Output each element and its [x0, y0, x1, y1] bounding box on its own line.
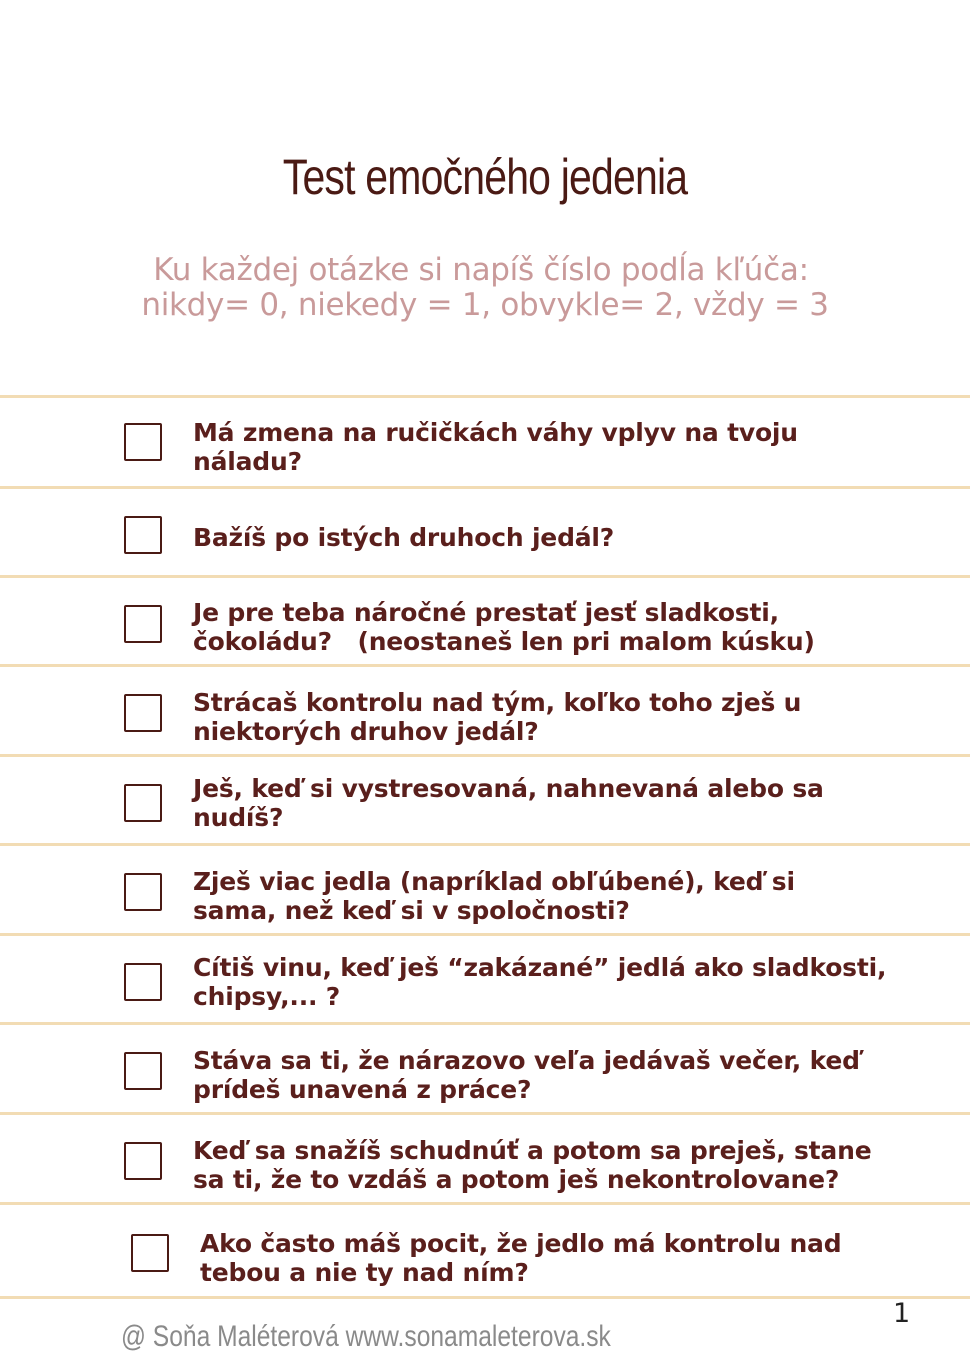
question-5-line-2: nudíš? — [193, 803, 284, 832]
question-1-line-1: Má zmena na ručičkách váhy vplyv na tvoju — [193, 418, 798, 447]
question-7-line-1: Cítiš vinu, keď ješ “zakázané” jedlá ako sladkosti, — [193, 953, 887, 982]
question-2-line-1: Bažíš po istých druhoch jedál? — [193, 523, 615, 552]
question-4-line-1: Strácaš kontrolu nad tým, koľko toho zješ u — [193, 688, 802, 717]
question-1-line-2: náladu? — [193, 447, 302, 476]
divider — [0, 575, 970, 578]
divider — [0, 664, 970, 667]
question-9-line-2: sa ti, že to vzdáš a potom ješ nekontrolovane? — [193, 1165, 840, 1194]
question-checkbox-10[interactable] — [131, 1234, 169, 1272]
answer-key-line-1: Ku každej otázke si napíš číslo podĺa kľúča: — [153, 252, 809, 288]
question-7-line-2: chipsy,... ? — [193, 982, 341, 1011]
divider — [0, 486, 970, 489]
question-checkbox-9[interactable] — [124, 1142, 162, 1180]
divider — [0, 1296, 970, 1299]
question-6-line-2: sama, než keď si v spoločnosti? — [193, 896, 630, 925]
question-5-line-1: Ješ, keď si vystresovaná, nahnevaná alebo sa — [193, 774, 824, 803]
question-checkbox-6[interactable] — [124, 873, 162, 911]
divider — [0, 933, 970, 936]
answer-key-line-2: nikdy= 0, niekedy = 1, obvykle= 2, vždy = 3 — [141, 287, 829, 323]
divider — [0, 1202, 970, 1205]
divider — [0, 395, 970, 398]
question-10-text — [200, 1229, 841, 1287]
question-6-line-1: Zješ viac jedla (napríklad obľúbené), keď si — [193, 867, 795, 896]
question-checkbox-2[interactable] — [124, 516, 162, 554]
question-3-line-1: Je pre teba náročné prestať jesť sladkosti, — [193, 598, 779, 627]
question-7-text — [193, 953, 886, 1011]
question-2-text — [193, 523, 614, 552]
question-checkbox-7[interactable] — [124, 963, 162, 1001]
question-8-line-2: prídeš unavená z práce? — [193, 1075, 532, 1104]
question-10-line-2: tebou a nie ty nad ním? — [200, 1258, 529, 1287]
page-number: 1 — [893, 1298, 911, 1329]
question-4-line-2: niektorých druhov jedál? — [193, 717, 539, 746]
question-checkbox-1[interactable] — [124, 423, 162, 461]
question-3-text — [193, 598, 815, 656]
question-checkbox-5[interactable] — [124, 784, 162, 822]
divider — [0, 843, 970, 846]
question-4-text — [193, 688, 801, 746]
question-5-text — [193, 774, 824, 832]
question-8-line-1: Stáva sa ti, že nárazovo veľa jedávaš večer, keď — [193, 1046, 860, 1075]
question-9-line-1: Keď sa snažíš schudnúť a potom sa preješ, stane — [193, 1136, 872, 1165]
divider — [0, 754, 970, 757]
question-9-text — [193, 1136, 871, 1194]
question-10-line-1: Ako často máš pocit, že jedlo má kontrolu nad — [200, 1229, 842, 1258]
footer-credit: @ Soňa Maléterová www.sonamaleterova.sk — [121, 1320, 611, 1353]
question-3-line-2: čokoládu? (neostaneš len pri malom kúsku) — [193, 627, 815, 656]
question-6-text — [193, 867, 795, 925]
question-1-text — [193, 418, 798, 476]
question-checkbox-8[interactable] — [124, 1052, 162, 1090]
divider — [0, 1112, 970, 1115]
divider — [0, 1022, 970, 1025]
question-8-text — [193, 1046, 860, 1104]
question-checkbox-4[interactable] — [124, 694, 162, 732]
page-title: Test emočného jedenia — [282, 149, 688, 205]
question-checkbox-3[interactable] — [124, 605, 162, 643]
